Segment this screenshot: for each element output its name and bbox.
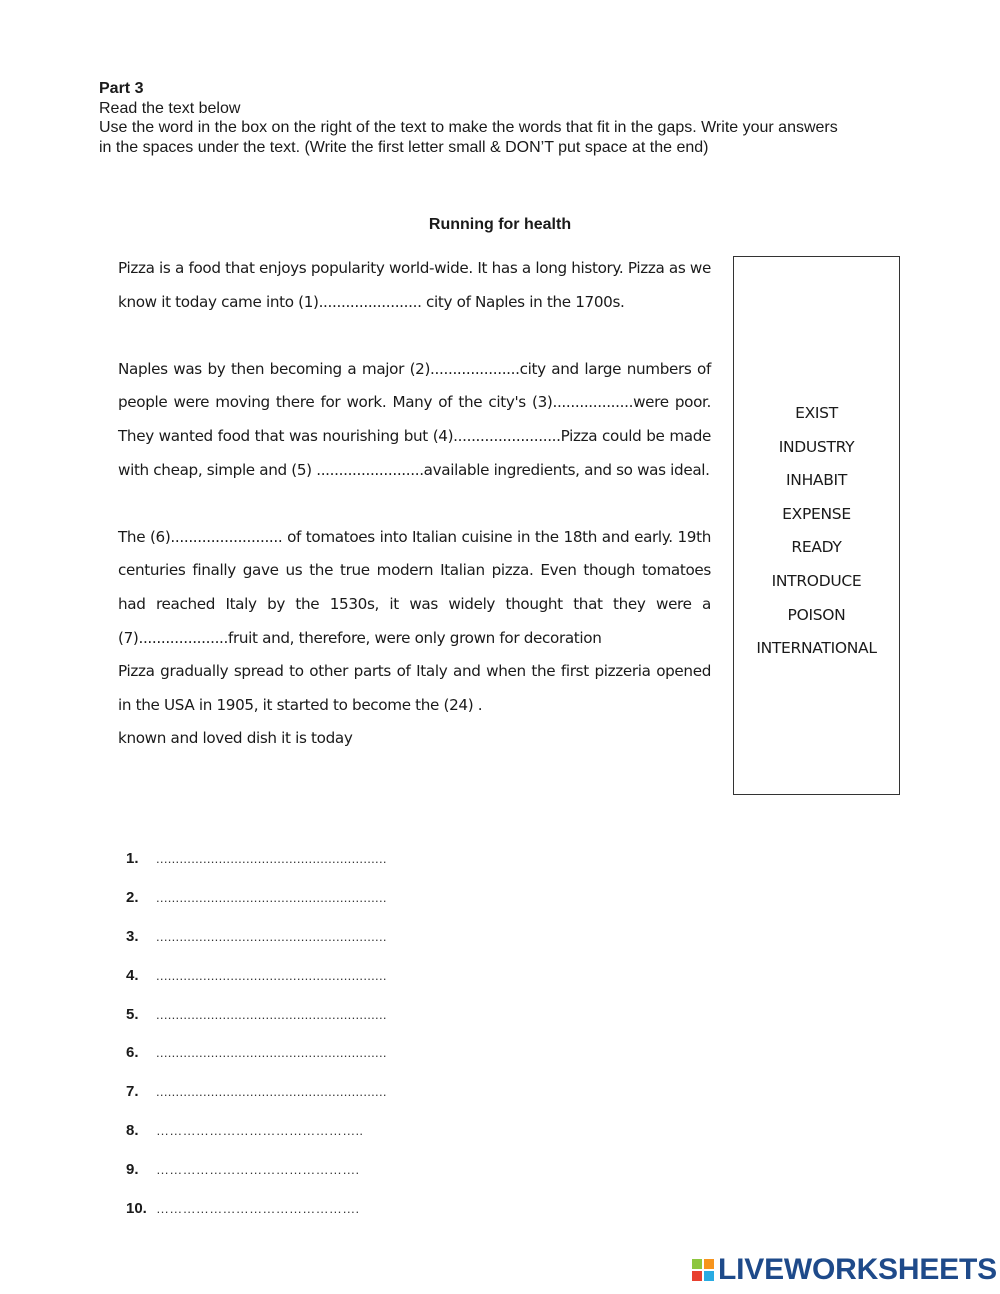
passage-title: Running for health	[428, 216, 572, 233]
answer-input-5[interactable]: ...........................................................	[156, 1006, 387, 1022]
logo-square-blue	[704, 1271, 714, 1281]
word-box-item: INDUSTRY	[778, 437, 855, 456]
answer-list	[126, 850, 446, 1239]
answer-number: 9.	[126, 1161, 139, 1179]
answer-row-6	[126, 1044, 446, 1083]
answer-number: 2.	[126, 888, 139, 906]
answer-row-8	[126, 1122, 446, 1161]
answer-row-1	[126, 850, 446, 889]
paragraph-3: The (6)......................... of tomatoes into Italian cuisine in the 18th and early. 19th centuries finally gave us the true modern Italian pizza. Even though tomatoes had reached Italy by the 1530s, it was widely thought that they were a (7)....................fruit and, therefore, were only grown for decoration	[118, 527, 711, 647]
answer-input-1[interactable]: ...........................................................	[156, 851, 387, 866]
answer-number: 1.	[126, 850, 139, 867]
answer-row-3	[126, 928, 446, 967]
answer-row-5	[126, 1006, 446, 1045]
answer-row-9	[126, 1161, 446, 1200]
word-box-item: INHABIT	[786, 471, 847, 490]
paragraph-4: Pizza gradually spread to other parts of Italy and when the first pizzeria opened in the USA in 1905, it started to become the (24) .	[118, 662, 711, 714]
answer-number: 4.	[126, 966, 139, 984]
word-box	[733, 256, 900, 795]
paragraph-2: Naples was by then becoming a major (2)....................city and large numbers of people were moving there for work. Many of the city's (3)..................were poor. They wanted food that was nourishing but (4)........................Pizza could be made with cheap, simple and (5) ........................available ingredients, and so was ideal.	[118, 359, 711, 479]
part-label: Part 3	[99, 80, 144, 97]
logo-wordmark: LIVEWORKSHEETS	[718, 1253, 997, 1286]
logo-square-red	[692, 1271, 702, 1281]
answer-input-8[interactable]: ………………………………………..	[156, 1123, 364, 1139]
answer-number: 8.	[126, 1122, 139, 1140]
word-box-item: EXIST	[795, 404, 838, 422]
answer-row-7	[126, 1083, 446, 1122]
answer-input-7[interactable]: ...........................................................	[156, 1084, 387, 1100]
paragraph-5: known and loved dish it is today	[118, 729, 353, 748]
answer-number: 7.	[126, 1083, 139, 1101]
paragraph-1: Pizza is a food that enjoys popularity world-wide. It has a long history. Pizza as we know it today came into (1)....................... city of Naples in the 1700s.	[118, 259, 711, 311]
instruction-line-1: Read the text below	[99, 99, 241, 117]
answer-row-4	[126, 967, 446, 1006]
word-box-item: POISON	[787, 605, 846, 624]
logo-square-orange	[704, 1259, 714, 1269]
answer-number: 6.	[126, 1044, 139, 1062]
logo-square-green	[692, 1259, 702, 1269]
answer-row-2	[126, 889, 446, 928]
answer-number: 3.	[126, 927, 139, 945]
liveworksheets-logo	[692, 1254, 997, 1286]
word-box-item: READY	[791, 538, 842, 557]
answer-input-10[interactable]: ……………………………………….	[156, 1201, 360, 1217]
instruction-line-2: Use the word in the box on the right of the text to make the words that fit in the gaps. Write your answers in the spaces under the text. (Write the first letter small & DON’T put space at the end)	[99, 119, 838, 156]
word-box-item: EXPENSE	[782, 504, 851, 523]
instructions	[99, 79, 839, 157]
answer-input-9[interactable]: ……………………………………….	[156, 1162, 360, 1178]
word-box-item: INTERNATIONAL	[756, 639, 877, 658]
answer-number: 5.	[126, 1005, 139, 1023]
logo-mark-icon	[692, 1259, 716, 1281]
answer-input-2[interactable]: ...........................................................	[156, 889, 387, 905]
answer-input-3[interactable]: ...........................................................	[156, 928, 387, 944]
word-box-item: INTRODUCE	[771, 571, 862, 590]
answer-row-10	[126, 1200, 446, 1239]
answer-input-6[interactable]: ...........................................................	[156, 1045, 387, 1061]
reading-passage	[118, 252, 711, 756]
answer-number: 10.	[126, 1200, 147, 1218]
answer-input-4[interactable]: ...........................................................	[156, 967, 387, 983]
